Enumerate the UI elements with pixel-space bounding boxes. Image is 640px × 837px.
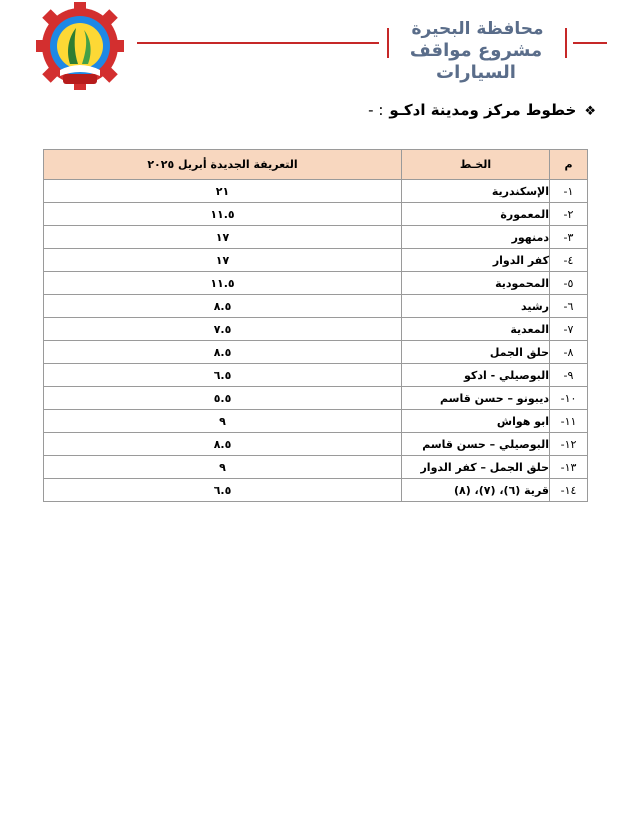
cell-fare: ٢١ (44, 180, 402, 203)
cell-fare: ٦.٥ (44, 479, 402, 502)
cell-fare: ١١.٥ (44, 272, 402, 295)
table-row (44, 249, 588, 272)
table-row (44, 479, 588, 502)
org-title: محافظة البحيرة (411, 19, 544, 39)
project-title: مشروع مواقف السيارات (409, 40, 543, 83)
cell-fare: ٨.٥ (44, 433, 402, 456)
cell-line: حلق الجمل – كفر الدوار (402, 456, 550, 479)
table-row (44, 341, 588, 364)
cell-fare: ٩ (44, 410, 402, 433)
header-separator (387, 28, 389, 58)
diamond-bullet-icon: ❖ (584, 104, 596, 119)
cell-line: الإسكندرية (402, 180, 550, 203)
table-row (44, 295, 588, 318)
cell-num: ٥- (550, 272, 588, 295)
governorate-logo-icon (30, 0, 130, 92)
table-row (44, 226, 588, 249)
cell-line: دمنهور (402, 226, 550, 249)
cell-num: ٢- (550, 203, 588, 226)
header-divider-left (137, 42, 379, 44)
table-row (44, 433, 588, 456)
cell-line: المعمورة (402, 203, 550, 226)
cell-fare: ٦.٥ (44, 364, 402, 387)
table-row (44, 364, 588, 387)
cell-line: كفر الدوار (402, 249, 550, 272)
header-line: الخـط (402, 150, 550, 180)
cell-num: ١٤- (550, 479, 588, 502)
cell-line: البوصيلي - ادكو (402, 364, 550, 387)
cell-line: حلق الجمل (402, 341, 550, 364)
table-row (44, 272, 588, 295)
table-row (44, 180, 588, 203)
header-num: م (550, 150, 588, 180)
cell-num: ١٣- (550, 456, 588, 479)
fares-table (43, 149, 588, 502)
cell-fare: ١٧ (44, 249, 402, 272)
cell-fare: ٥.٥ (44, 387, 402, 410)
cell-num: ٨- (550, 341, 588, 364)
cell-num: ٤- (550, 249, 588, 272)
table-row (44, 203, 588, 226)
cell-fare: ٨.٥ (44, 341, 402, 364)
cell-num: ٧- (550, 318, 588, 341)
table-row (44, 410, 588, 433)
cell-num: ١- (550, 180, 588, 203)
cell-fare: ١١.٥ (44, 203, 402, 226)
cell-fare: ٧.٥ (44, 318, 402, 341)
section-heading (368, 99, 596, 123)
cell-num: ٩- (550, 364, 588, 387)
cell-line: المحمودية (402, 272, 550, 295)
table-header-row (44, 150, 588, 180)
header-fare: التعريفة الجديدة أبريل ٢٠٢٥ (44, 150, 402, 180)
cell-fare: ٨.٥ (44, 295, 402, 318)
cell-line: قرية (٦)، (٧)، (٨) (402, 479, 550, 502)
header-separator (565, 28, 567, 58)
cell-line: رشيد (402, 295, 550, 318)
cell-num: ١١- (550, 410, 588, 433)
cell-line: البوصيلي – حسن قاسم (402, 433, 550, 456)
fares-table-body (44, 180, 588, 502)
cell-num: ٣- (550, 226, 588, 249)
cell-line: ديبونو – حسن قاسم (402, 387, 550, 410)
cell-line: المعدية (402, 318, 550, 341)
table-row (44, 318, 588, 341)
cell-fare: ١٧ (44, 226, 402, 249)
cell-num: ١٠- (550, 387, 588, 410)
table-row (44, 387, 588, 410)
table-row (44, 456, 588, 479)
header-divider-right (573, 42, 607, 44)
cell-line: ابو هواش (402, 410, 550, 433)
section-title: خطوط مركز ومدينة ادكـو (389, 101, 577, 119)
cell-num: ٦- (550, 295, 588, 318)
page-header (0, 0, 640, 100)
cell-num: ١٢- (550, 433, 588, 456)
section-title-suffix: : - (368, 101, 384, 119)
cell-fare: ٩ (44, 456, 402, 479)
